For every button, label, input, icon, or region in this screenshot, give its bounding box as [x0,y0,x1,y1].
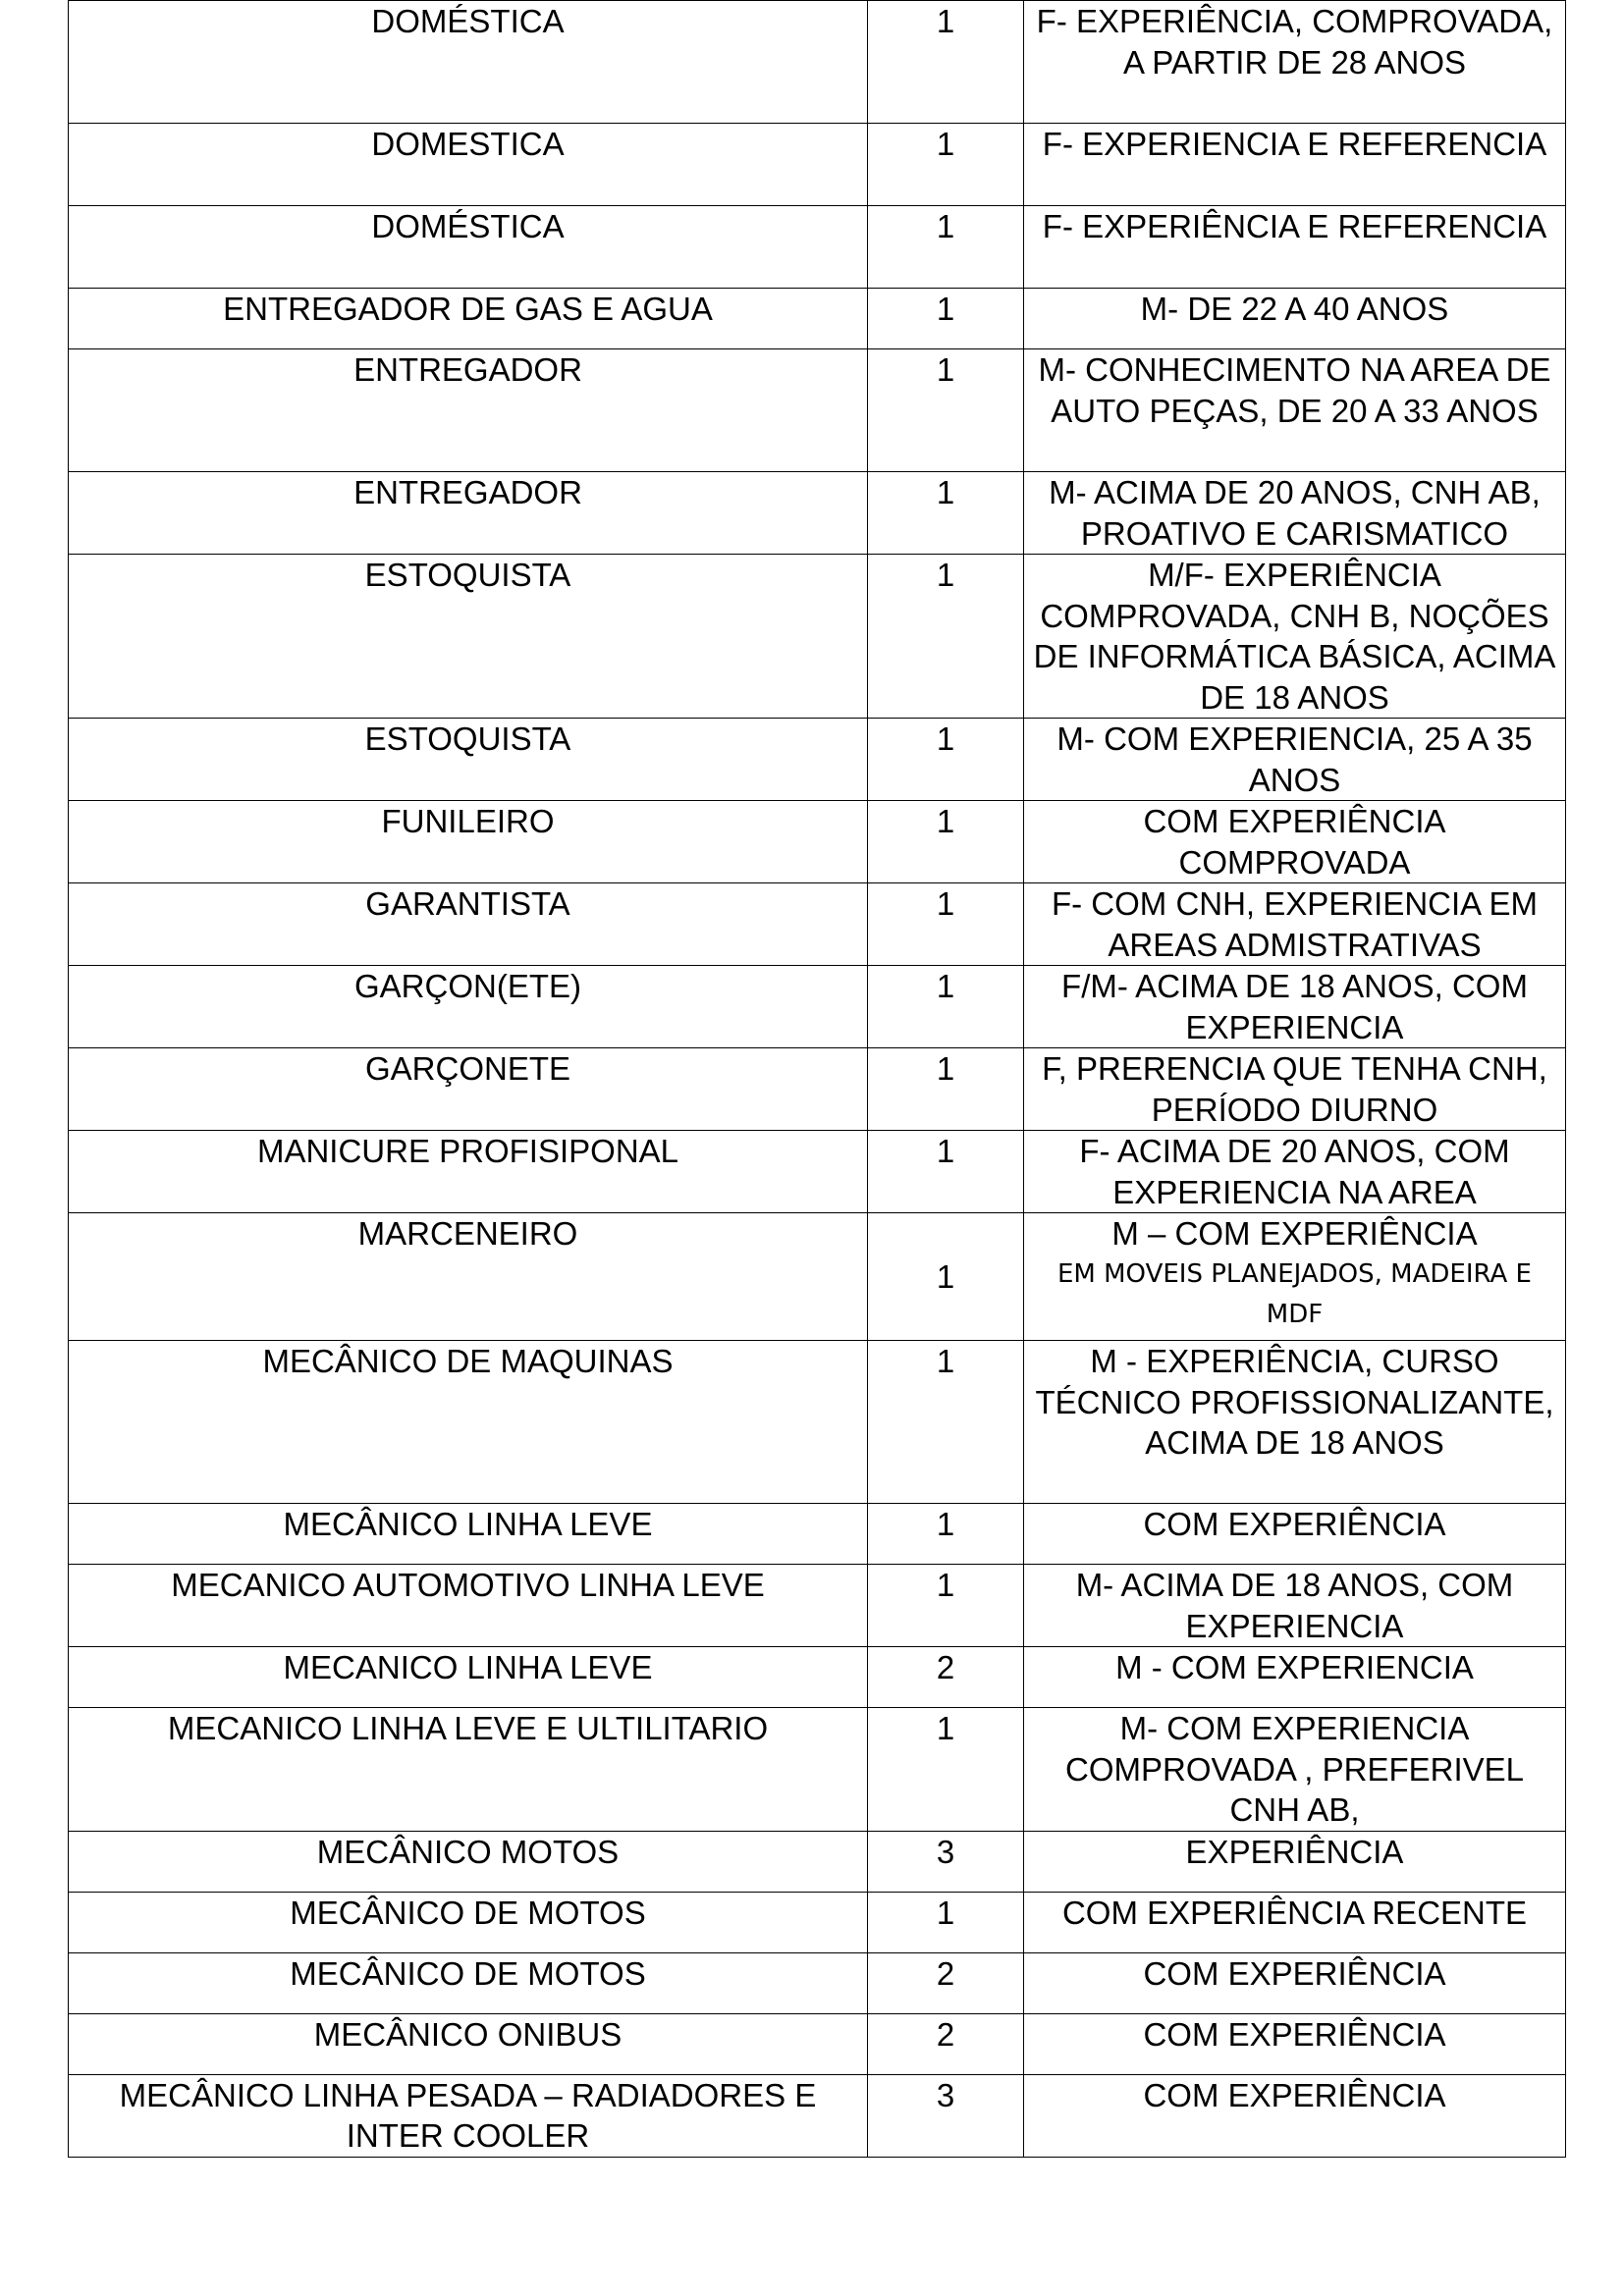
requirements-cell: F- EXPERIÊNCIA, COMPROVADA, A PARTIR DE 28 ANOS [1024,1,1566,124]
job-title-cell: MECÂNICO MOTOS [69,1831,868,1892]
table-row [69,883,1566,966]
job-title-cell: MECÂNICO DE MOTOS [69,1952,868,2013]
job-title-cell: MECÂNICO DE MOTOS [69,1892,868,1952]
job-title-cell: ENTREGADOR [69,472,868,555]
requirements-cell: M - EXPERIÊNCIA, CURSO TÉCNICO PROFISSIONALIZANTE, ACIMA DE 18 ANOS [1024,1341,1566,1504]
table-row [69,349,1566,472]
vacancy-count-cell: 1 [868,1892,1024,1952]
job-vacancies-table [68,0,1566,2158]
job-title-cell: MECANICO LINHA LEVE E ULTILITARIO [69,1708,868,1832]
job-title-cell: MECÂNICO LINHA LEVE [69,1504,868,1565]
job-title-cell: MECÂNICO LINHA PESADA – RADIADORES E INTER COOLER [69,2074,868,2157]
vacancy-count-cell: 2 [868,1647,1024,1708]
vacancy-count-cell: 1 [868,1048,1024,1131]
job-title-cell: MECANICO LINHA LEVE [69,1647,868,1708]
job-title-cell: MANICURE PROFISIPONAL [69,1131,868,1213]
requirements-cell: F- EXPERIENCIA E REFERENCIA [1024,124,1566,206]
vacancy-count-cell: 1 [868,349,1024,472]
requirements-cell: COM EXPERIÊNCIA [1024,2013,1566,2074]
table-row [69,1708,1566,1832]
vacancy-count-cell: 1 [868,883,1024,966]
vacancy-count-cell: 2 [868,2013,1024,2074]
job-title-cell: FUNILEIRO [69,801,868,883]
job-title-cell: MARCENEIRO [69,1213,868,1341]
requirements-cell: F- ACIMA DE 20 ANOS, COM EXPERIENCIA NA AREA [1024,1131,1566,1213]
vacancy-count: 1 [936,1257,955,1295]
table-row [69,2013,1566,2074]
requirements-cell: M- ACIMA DE 18 ANOS, COM EXPERIENCIA [1024,1565,1566,1647]
requirements-cell: COM EXPERIÊNCIA [1024,1952,1566,2013]
table-row [69,801,1566,883]
requirements-cell: F- COM CNH, EXPERIENCIA EM AREAS ADMISTRATIVAS [1024,883,1566,966]
table-row [69,2074,1566,2157]
job-title-cell: GARANTISTA [69,883,868,966]
table-body [69,1,1566,2158]
table-row [69,1048,1566,1131]
vacancy-count-cell: 1 [868,1341,1024,1504]
vacancy-count-cell: 2 [868,1952,1024,2013]
vacancy-count-cell: 1 [868,1708,1024,1832]
table-row [69,1341,1566,1504]
requirements-extra: EM MOVEIS PLANEJADOS, MADEIRA E MDF [1057,1258,1532,1329]
requirements-cell: M- DE 22 A 40 ANOS [1024,289,1566,349]
job-title-cell: ENTREGADOR [69,349,868,472]
requirements-line: M – COM EXPERIÊNCIA [1111,1215,1478,1252]
requirements-cell: F/M- ACIMA DE 18 ANOS, COM EXPERIENCIA [1024,966,1566,1048]
job-title-cell: MECANICO AUTOMOTIVO LINHA LEVE [69,1565,868,1647]
vacancy-count-cell: 3 [868,2074,1024,2157]
table-row [69,1952,1566,2013]
vacancy-count-cell: 1 [868,1504,1024,1565]
vacancy-count-cell: 1 [868,1565,1024,1647]
requirements-cell: M- ACIMA DE 20 ANOS, CNH AB, PROATIVO E CARISMATICO [1024,472,1566,555]
requirements-cell: F- EXPERIÊNCIA E REFERENCIA [1024,206,1566,289]
job-title-cell: DOMÉSTICA [69,1,868,124]
table-row [69,1892,1566,1952]
vacancy-count-cell: 1 [868,966,1024,1048]
table-row [69,206,1566,289]
table-row [69,289,1566,349]
job-title-cell: DOMESTICA [69,124,868,206]
requirements-cell: M - COM EXPERIENCIA [1024,1647,1566,1708]
table-row [69,1504,1566,1565]
table-row [69,1831,1566,1892]
table-row [69,555,1566,719]
requirements-cell: M- COM EXPERIENCIA COMPROVADA , PREFERIVEL CNH AB, [1024,1708,1566,1832]
table-row [69,966,1566,1048]
job-title-cell: MECÂNICO DE MAQUINAS [69,1341,868,1504]
requirements-cell: EXPERIÊNCIA [1024,1831,1566,1892]
vacancy-count-cell: 1 [868,719,1024,801]
vacancy-count-cell: 1 [868,1131,1024,1213]
requirements-cell: M/F- EXPERIÊNCIA COMPROVADA, CNH B, NOÇÕES DE INFORMÁTICA BÁSICA, ACIMA DE 18 ANOS [1024,555,1566,719]
vacancy-count-cell: 1 [868,472,1024,555]
job-title-cell: DOMÉSTICA [69,206,868,289]
requirements-cell [1024,1213,1566,1341]
job-title-cell: GARÇONETE [69,1048,868,1131]
job-title-cell: MECÂNICO ONIBUS [69,2013,868,2074]
table-row [69,1647,1566,1708]
vacancy-count-cell: 1 [868,206,1024,289]
requirements-cell: COM EXPERIÊNCIA [1024,1504,1566,1565]
vacancy-count-cell: 1 [868,801,1024,883]
job-title-cell: ENTREGADOR DE GAS E AGUA [69,289,868,349]
requirements-cell: M- COM EXPERIENCIA, 25 A 35 ANOS [1024,719,1566,801]
table-row [69,472,1566,555]
vacancy-count-cell [868,1213,1024,1341]
table-row [69,1565,1566,1647]
requirements-cell: COM EXPERIÊNCIA RECENTE [1024,1892,1566,1952]
job-title-cell: ESTOQUISTA [69,719,868,801]
vacancy-count-cell: 1 [868,1,1024,124]
vacancy-count-cell: 1 [868,555,1024,719]
job-title-cell: ESTOQUISTA [69,555,868,719]
requirements-cell: COM EXPERIÊNCIA [1024,2074,1566,2157]
requirements-cell: F, PRERENCIA QUE TENHA CNH, PERÍODO DIURNO [1024,1048,1566,1131]
table-row [69,124,1566,206]
requirements-cell: COM EXPERIÊNCIA COMPROVADA [1024,801,1566,883]
requirements-cell: M- CONHECIMENTO NA AREA DE AUTO PEÇAS, DE 20 A 33 ANOS [1024,349,1566,472]
table-row [69,1131,1566,1213]
table-row [69,1213,1566,1341]
table-row [69,1,1566,124]
table-row [69,719,1566,801]
job-title-cell: GARÇON(ETE) [69,966,868,1048]
vacancy-count-cell: 1 [868,124,1024,206]
vacancy-count-cell: 1 [868,289,1024,349]
vacancy-count-cell: 3 [868,1831,1024,1892]
